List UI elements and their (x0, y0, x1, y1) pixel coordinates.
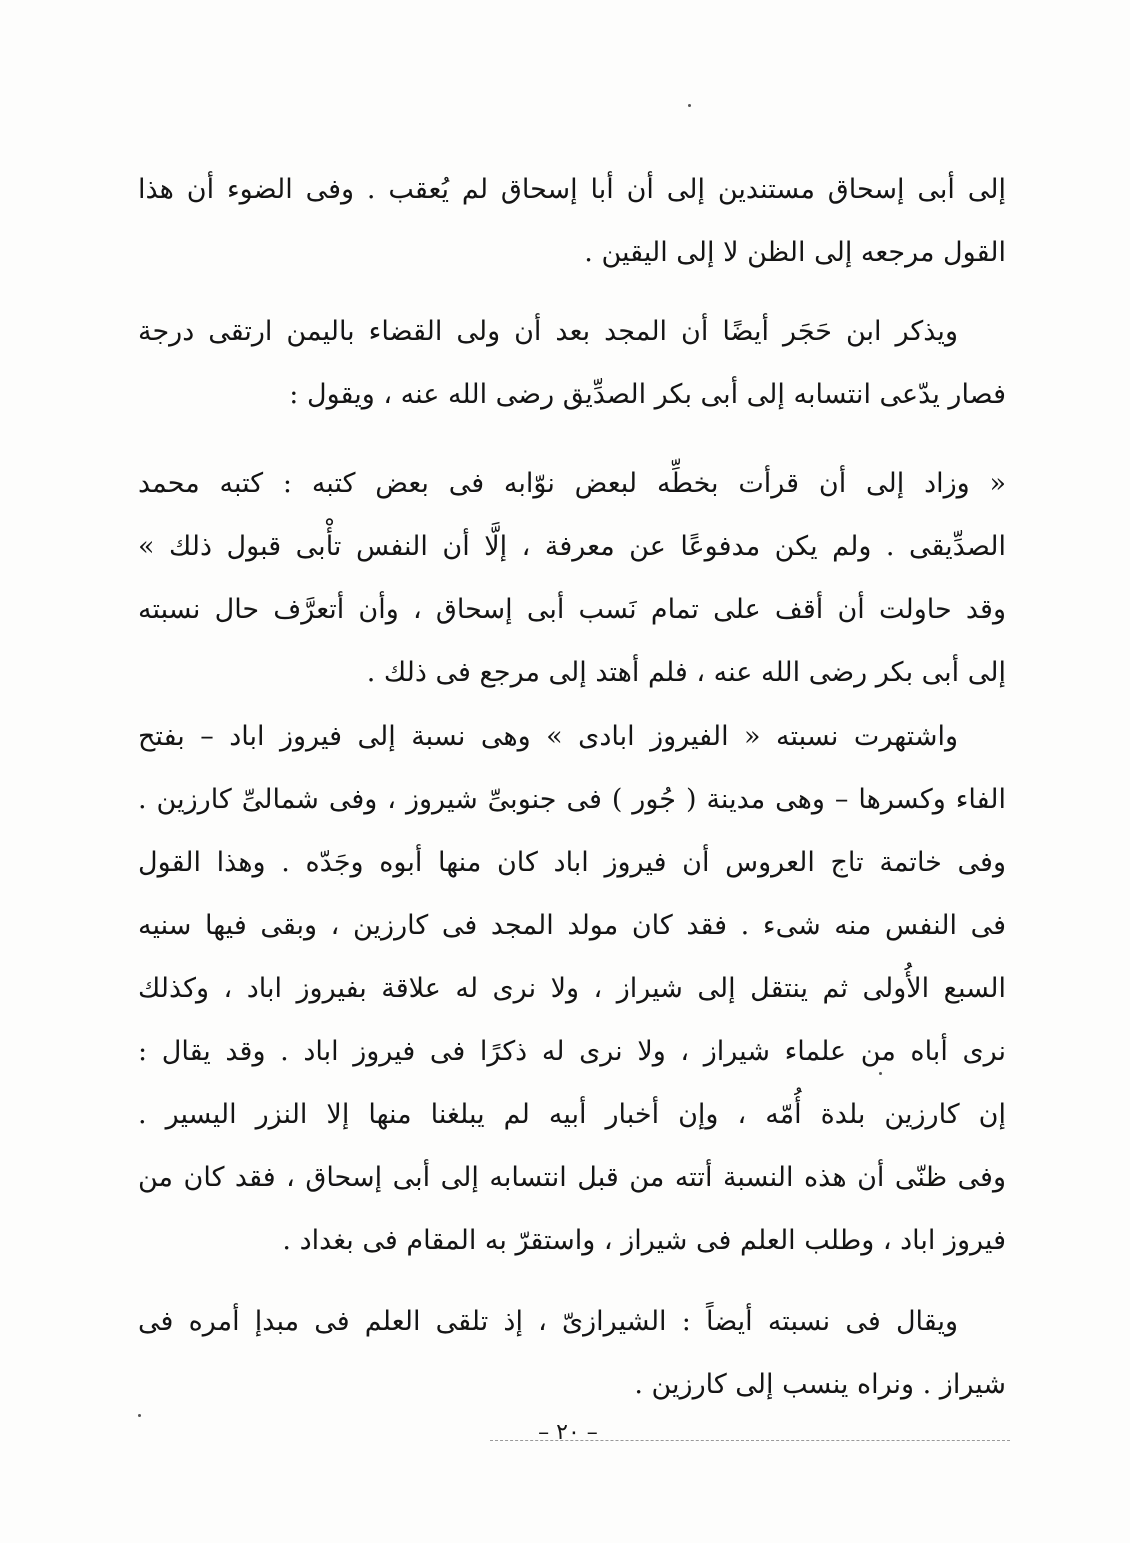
page-number: – ٢٠ – (538, 1420, 598, 1445)
text-line: نرى أباه من علماء شيراز ، ولا نرى له ذكرًا فى فيروز اباد . وقد يقال : (138, 1036, 1006, 1067)
paragraph-5 (138, 1290, 1006, 1416)
paragraph-1 (138, 158, 1006, 284)
text-line: واشتهرت نسبته « الفيروز ابادى » وهى نسبة إلى فيروز اباد – بفتح (138, 721, 958, 752)
text-line: وقد حاولت أن أقف على تمام نَسب أبى إسحاق ، وأن أتعرَّف حال نسبته (138, 594, 1006, 625)
paragraph-3-quotation (138, 452, 1006, 704)
paragraph-2 (138, 300, 1006, 426)
paragraph-4 (138, 705, 1006, 1272)
text-line: وفى خاتمة تاج العروس أن فيروز اباد كان منها أبوه وجَدّه . وهذا القول (138, 847, 1006, 878)
text-line: وفى ظنّى أن هذه النسبة أتته من قبل انتسابه إلى أبى إسحاق ، فقد كان من (138, 1162, 1006, 1193)
text-line: فصار يدّعى انتسابه إلى أبى بكر الصدِّيق رضى الله عنه ، ويقول : (289, 379, 1006, 410)
text-line: ويقال فى نسبته أيضاً : الشيرازىّ ، إذ تلقى العلم فى مبدإ أمره فى (138, 1306, 958, 1337)
text-line: شيراز . ونراه ينسب إلى كارزين . (634, 1369, 1006, 1400)
text-line: « وزاد إلى أن قرأت بخطِّه لبعض نوّابه فى بعض كتبه : كتبه محمد (138, 468, 1006, 499)
text-line: الفاء وكسرها – وهى مدينة ( جُور ) فى جنوبىِّ شيروز ، وفى شمالىِّ كارزين . (138, 784, 1006, 815)
text-line: إن كارزين بلدة أُمّه ، وإن أخبار أبيه لم يبلغنا منها إلا النزر اليسير . (138, 1099, 1006, 1130)
text-line: إلى أبى إسحاق مستندين إلى أن أبا إسحاق لم يُعقب . وفى الضوء أن هذا (138, 174, 1006, 205)
text-line: فى النفس منه شىء . فقد كان مولد المجد فى كارزين ، وبقى فيها سنيه (138, 910, 1006, 941)
text-line: السبع الأُولى ثم ينتقل إلى شيراز ، ولا نرى له علاقة بفيروز اباد ، وكذلك (138, 973, 1006, 1004)
text-line: فيروز اباد ، وطلب العلم فى شيراز ، واستقرّ به المقام فى بغداد . (282, 1225, 1006, 1256)
text-line: القول مرجعه إلى الظن لا إلى اليقين . (584, 237, 1006, 268)
text-line: ويذكر ابن حَجَر أيضًا أن المجد بعد أن ولى القضاء باليمن ارتقى درجة (138, 316, 958, 347)
scan-speck (688, 104, 691, 107)
text-line: إلى أبى بكر رضى الله عنه ، فلم أهتد إلى مرجع فى ذلك . (366, 657, 1006, 688)
text-line: الصدِّيقى . ولم يكن مدفوعًا عن معرفة ، إلَّا أن النفس تأْبى قبول ذلك » (138, 531, 1006, 562)
